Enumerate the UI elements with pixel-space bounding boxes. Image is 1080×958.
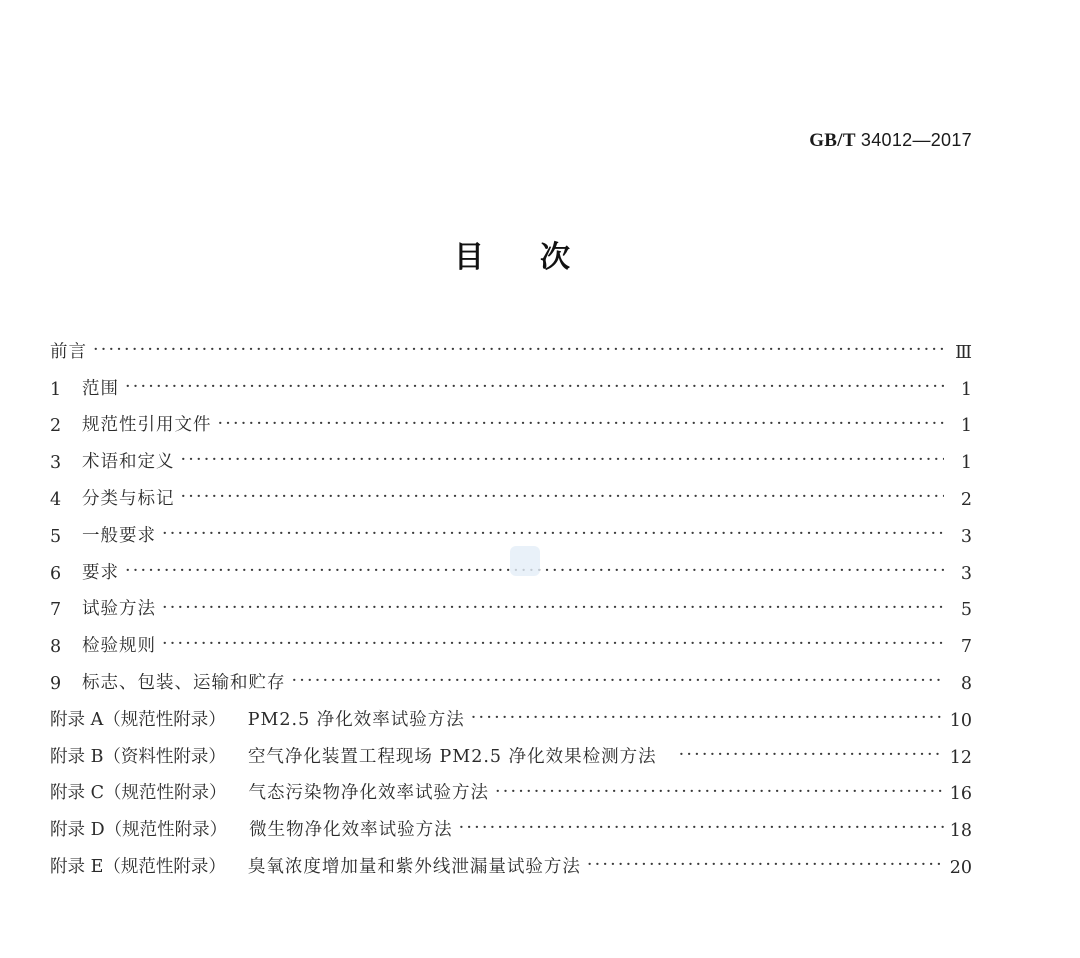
toc-entry-page: 1 <box>960 416 972 437</box>
toc-entry-page: 10 <box>949 710 972 731</box>
toc-entry-page: 1 <box>960 379 972 400</box>
toc-leader-dots <box>679 745 944 768</box>
toc-entry-label: 试验方法 <box>82 599 156 620</box>
toc-leader-dots <box>218 414 945 437</box>
toc-appendix-id: 附录 D（规范性附录） <box>50 820 228 841</box>
toc-entry-label: 一般要求 <box>82 525 156 546</box>
toc-entry-page: 18 <box>949 821 972 842</box>
toc-appendix-id: 附录 B（资料性附录） <box>50 746 226 767</box>
toc-entry-appendix[interactable] <box>50 804 972 841</box>
toc-leader-dots <box>162 634 944 657</box>
toc-entry-section[interactable] <box>50 436 972 473</box>
toc-entry-number: 1 <box>50 379 62 400</box>
toc-entry-label: 标志、包装、运输和贮存 <box>82 672 286 693</box>
toc-entry-number: 2 <box>50 416 62 437</box>
toc-leader-dots <box>292 671 945 694</box>
toc-entry-number: 9 <box>50 673 62 694</box>
toc-leader-dots <box>181 487 945 510</box>
toc-entry-page: 7 <box>960 637 972 658</box>
standard-prefix: GB/T <box>809 130 856 151</box>
toc-entry-section[interactable] <box>50 363 972 400</box>
toc-entry-label: 术语和定义 <box>82 452 175 473</box>
toc-leader-dots <box>181 450 945 473</box>
toc-entry-label: 微生物净化效率试验方法 <box>249 820 453 841</box>
toc-entry-page: 3 <box>960 563 972 584</box>
toc-entry-page: 16 <box>949 784 972 805</box>
toc-entry-page: Ⅲ <box>955 342 972 363</box>
toc-leader-dots <box>587 855 944 878</box>
toc-appendix-id: 附录 E（规范性附录） <box>50 856 226 877</box>
toc-leader-dots <box>495 782 944 805</box>
toc-entry-section[interactable] <box>50 400 972 437</box>
toc-entry-number: 3 <box>50 453 62 474</box>
toc-entry-section[interactable] <box>50 657 972 694</box>
toc-entry-page: 3 <box>960 526 972 547</box>
toc-leader-dots <box>162 524 944 547</box>
toc-entry-page: 8 <box>960 673 972 694</box>
toc-leader-dots <box>93 340 944 363</box>
toc-entry-page: 20 <box>949 857 972 878</box>
toc-entry-preface[interactable] <box>50 326 972 363</box>
toc-entry-page: 1 <box>960 453 972 474</box>
toc-entry-appendix[interactable] <box>50 768 972 805</box>
toc-entry-label: 臭氧浓度增加量和紫外线泄漏量试验方法 <box>247 856 581 877</box>
toc-entry-label: 要求 <box>82 562 119 583</box>
toc-entry-label: 空气净化装置工程现场 PM2.5 净化效果检测方法 <box>247 746 657 767</box>
toc-entry-section[interactable] <box>50 620 972 657</box>
toc-appendix-id: 附录 C（规范性附录） <box>50 783 227 804</box>
toc-entry-label: 检验规则 <box>82 636 156 657</box>
toc-entry-label: 气态污染物净化效率试验方法 <box>248 783 489 804</box>
toc-entry-appendix[interactable] <box>50 694 972 731</box>
standard-code <box>809 130 972 152</box>
toc-entry-appendix[interactable] <box>50 841 972 878</box>
toc-entry-number: 4 <box>50 489 62 510</box>
toc-entry-page: 12 <box>949 747 972 768</box>
toc-entry-label: 前言 <box>50 341 87 362</box>
toc-entry-page: 5 <box>960 600 972 621</box>
toc-entry-section[interactable] <box>50 584 972 621</box>
table-of-contents <box>50 326 972 878</box>
toc-entry-label: PM2.5 净化效率试验方法 <box>247 709 465 730</box>
toc-entry-label: 规范性引用文件 <box>82 415 212 436</box>
toc-leader-dots <box>471 708 944 731</box>
standard-number: 34012—2017 <box>860 130 972 150</box>
toc-entry-label: 范围 <box>82 378 119 399</box>
watermark-mark <box>510 546 540 576</box>
toc-entry-label: 分类与标记 <box>82 488 175 509</box>
toc-entry-number: 5 <box>50 526 62 547</box>
toc-leader-dots <box>162 598 944 621</box>
toc-appendix-id: 附录 A（规范性附录） <box>50 709 226 730</box>
toc-entry-number: 6 <box>50 563 62 584</box>
toc-entry-section[interactable] <box>50 510 972 547</box>
toc-entry-number: 7 <box>50 600 62 621</box>
toc-entry-number: 8 <box>50 637 62 658</box>
toc-leader-dots <box>125 377 944 400</box>
toc-leader-dots <box>459 818 944 841</box>
page-title: 目次 <box>454 240 626 275</box>
toc-entry-page: 2 <box>960 489 972 510</box>
toc-entry-section[interactable] <box>50 473 972 510</box>
toc-entry-appendix[interactable] <box>50 731 972 768</box>
